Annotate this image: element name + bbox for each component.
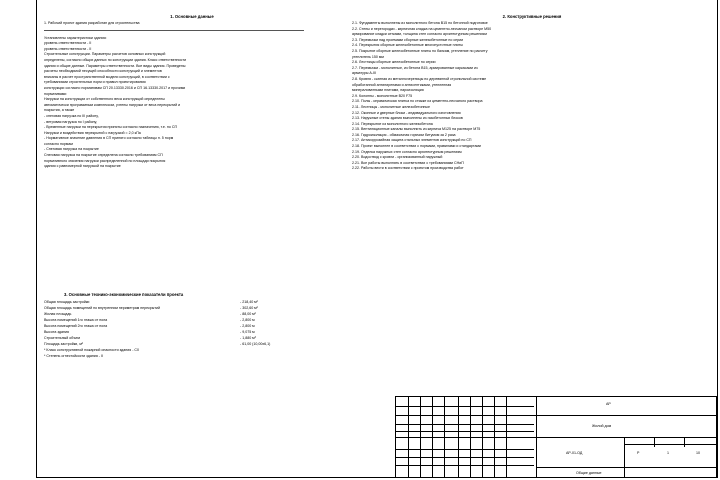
- stamp-sheets: 10: [696, 451, 700, 455]
- stamp-stage: Р: [637, 451, 640, 455]
- text-line: - снеговая нагрузка по III району,: [44, 113, 99, 118]
- text-line: 2.5. Покрытие сборные железобетонные плиты по балкам, утепление по расчету: [352, 48, 488, 53]
- text-line: вписаны в расчет пространственной модели конструкций, в соответствии с: [44, 74, 170, 79]
- stamp-line: [396, 415, 716, 416]
- parameter-value: - 2,800 м: [240, 324, 255, 328]
- stamp-line: [396, 424, 534, 425]
- text-line: 2.7. Перемычки - монолитные, из бетона В15, армированные каркасами из: [352, 65, 478, 70]
- stamp-line: [536, 467, 716, 468]
- text-line: 2.9. Колонны - монолитные В20 F75: [352, 93, 413, 98]
- text-line: утеплитель 150 мм: [352, 54, 384, 59]
- parameter-value: - 2,800 м: [240, 318, 255, 322]
- parameter-name: Площадь застройки, м²: [44, 342, 83, 346]
- stamp-line: [684, 437, 685, 447]
- text-line: Нагрузки на конструкции от собственного веса конструкций определены: [44, 97, 165, 102]
- stamp-doc-title: Общие данные: [576, 471, 602, 475]
- text-line: 2.3. Перемычки над проемами сборные железобетонные по серии: [352, 37, 464, 42]
- text-line: 2.10. Полы - керамическая плитка по стяжке из цементно-песчаного раствора: [352, 99, 483, 104]
- text-line: 2.8. Кровля - скатная из металлочерепицы по деревянной стропильной системе: [352, 76, 487, 81]
- text-line: уровень ответственности - II: [44, 41, 92, 46]
- text-line: обработанной антипиренами и антисептиками, утепленная: [352, 82, 452, 87]
- parameter-note: * Степень огнестойкости здания - II: [44, 354, 103, 358]
- text-line: армирование кладки сетками, толщина стен согласно архитектурным решениям: [352, 32, 487, 37]
- parameter-value: - 61,00 (10,00x6,1): [240, 342, 271, 346]
- text-line: здания с равномерной нагрузкой на покрытие: [44, 164, 121, 169]
- text-line: 2.15. Вентиляционные каналы выполнить из кирпича М125 на растворе М75: [352, 127, 481, 132]
- text-line: 2.1. Фундаменты выполнены из монолитного бетона В15 по бетонной подготовке: [352, 21, 488, 25]
- text-line: согласно нормам: [44, 141, 73, 146]
- title-block: [395, 396, 717, 478]
- stamp-line: [396, 406, 534, 407]
- parameter-value: - 1,880 м³: [240, 336, 256, 340]
- parameter-name: Жилая площадь: [44, 312, 72, 316]
- stamp-line: [624, 444, 716, 445]
- text-line: здания и общие данные. Параметры ответственности. Все виды здания. Проведены: [44, 63, 186, 68]
- parameter-value: - 302,60 м²: [240, 306, 258, 310]
- parameter-note: * Класс конструктивной пожарной опасности здания - С0: [44, 348, 139, 352]
- characteristics-heading: Установлены характеристики здания:: [44, 35, 107, 40]
- parameter-value: - 88,00 м²: [240, 312, 256, 316]
- stamp-code: АР: [606, 402, 611, 406]
- parameter-value: - 218,40 м²: [240, 300, 258, 304]
- text-line: 2.21. Все работы выполнять в соответствии с требованиями СНиП: [352, 160, 464, 165]
- text-line: уровень ответственности - II: [44, 46, 92, 51]
- parameter-name: Высота помещений 2го этажа от пола: [44, 324, 108, 328]
- right-column: [352, 14, 712, 172]
- stamp-sheet: 1: [667, 451, 669, 455]
- parameter-name: Общая площадь застройки: [44, 300, 90, 304]
- text-line: 2.16. Гидроизоляция - обмазочная горячим битумом за 2 раза: [352, 132, 456, 137]
- left-text-lines: [44, 41, 340, 170]
- text-line: Нагрузки и воздействия перекрытий с нагрузкой = 2,0 кПа: [44, 130, 141, 135]
- text-line: - ветровая нагрузка по I району,: [44, 119, 98, 124]
- stamp-line: [396, 465, 534, 466]
- text-line: минераловатными плитами, пароизоляция: [352, 88, 424, 93]
- text-line: 2.17. Антикоррозийная защита стальных элементов конструкций по СП: [352, 138, 472, 143]
- text-line: Снеговая нагрузка на покрытие определена согласно требованиям СП: [44, 153, 163, 158]
- text-line: 2.11. Лестницы - монолитные железобетонные: [352, 104, 430, 109]
- text-line: 2.20. Водоотвод с кровли - организованный наружный: [352, 155, 443, 160]
- text-line: арматуры А-III: [352, 71, 376, 76]
- text-line: требованиями строительных норм и правил проектирования: [44, 80, 146, 85]
- text-line: 2.12. Оконные и дверные блоки - индивидуального изготовления: [352, 110, 461, 115]
- text-line: 2.2. Стены и перегородки - кирпичная кладка на цементно-песчаном растворе М50: [352, 26, 492, 31]
- text-line: конструкции согласно нормативам СП 20.13330.2016 и СП 16.13330.2017 и прочими: [44, 85, 186, 90]
- text-line: определены, согласно общих данных по конструкции здания. Класс ответственности: [44, 57, 187, 62]
- parameters-block: [44, 292, 344, 359]
- text-line: Строительные конструкции. Параметры расчетов основных конструкций: [44, 52, 166, 57]
- parameters-table: [44, 299, 344, 347]
- text-line: - Временные нагрузки на перекрытия приняты согласно назначению, т.е. по СП: [44, 125, 178, 130]
- text-line: 2.22. Работы вести в соответствии с проектом производства работ: [352, 166, 464, 171]
- parameters-notes: [44, 347, 344, 359]
- stamp-line: [396, 437, 716, 438]
- parameter-name: Высота здания: [44, 330, 69, 334]
- text-line: автоматически программным комплексом, учтены нагрузки от веса перекрытий и: [44, 102, 181, 107]
- parameter-value: - 9,075 м: [240, 330, 255, 334]
- stamp-line: [624, 437, 625, 477]
- text-line: 2.19. Отделка наружных стен согласно архитектурным решениям: [352, 149, 462, 154]
- stamp-line: [396, 457, 534, 458]
- parameter-name: Высота помещений 1го этажа от пола: [44, 318, 108, 322]
- stamp-sheet-code: АР-01-ОД: [566, 451, 583, 455]
- divider: [44, 30, 304, 31]
- text-line: нормативами: [44, 91, 67, 96]
- parameter-name: Общая площадь помещений по внутренним периметрам перекрытий: [44, 306, 160, 310]
- parameter-name: Строительный объем: [44, 336, 80, 340]
- left-column: [44, 14, 340, 170]
- stamp-line: [396, 449, 534, 450]
- text-line: - Снеговая нагрузка на покрытие: [44, 147, 99, 152]
- text-line: 2.13. Наружные стены здания выполнены из газобетонных блоков: [352, 116, 463, 121]
- stamp-line: [654, 437, 655, 447]
- intro-line: 1. Рабочий проект здания разработан для строительства: [44, 21, 140, 25]
- parameters-title: 3. Основные технико-экономические показатели проекта: [64, 292, 184, 297]
- text-line: 2.14. Перекрытие из монолитного железобетона: [352, 121, 433, 126]
- text-line: покрытия, а также: [44, 108, 75, 113]
- right-text-lines: [352, 21, 712, 172]
- text-line: 2.6. Лестницы сборные железобетонные по серии: [352, 60, 436, 65]
- stamp-line: [396, 431, 534, 432]
- text-line: - Нормативное значение давления в СП принято согласно таблицы п. 5 норм: [44, 136, 174, 141]
- text-line: нормативного значения нагрузки распределенной по площади покрытия: [44, 158, 166, 163]
- stamp-project: Жилой дом: [592, 424, 612, 428]
- text-line: 2.4. Перекрытия сборные железобетонные многопустотные плиты: [352, 43, 463, 48]
- text-line: 2.18. Проект выполнен в соответствии с нормами, правилами и стандартами: [352, 144, 481, 149]
- section-title-structural: 2. Конструктивные решения: [502, 14, 562, 19]
- section-title-general: 1. Основные данные: [170, 14, 214, 19]
- text-line: расчеты необходимой несущей способности конструкций и элементов: [44, 69, 162, 74]
